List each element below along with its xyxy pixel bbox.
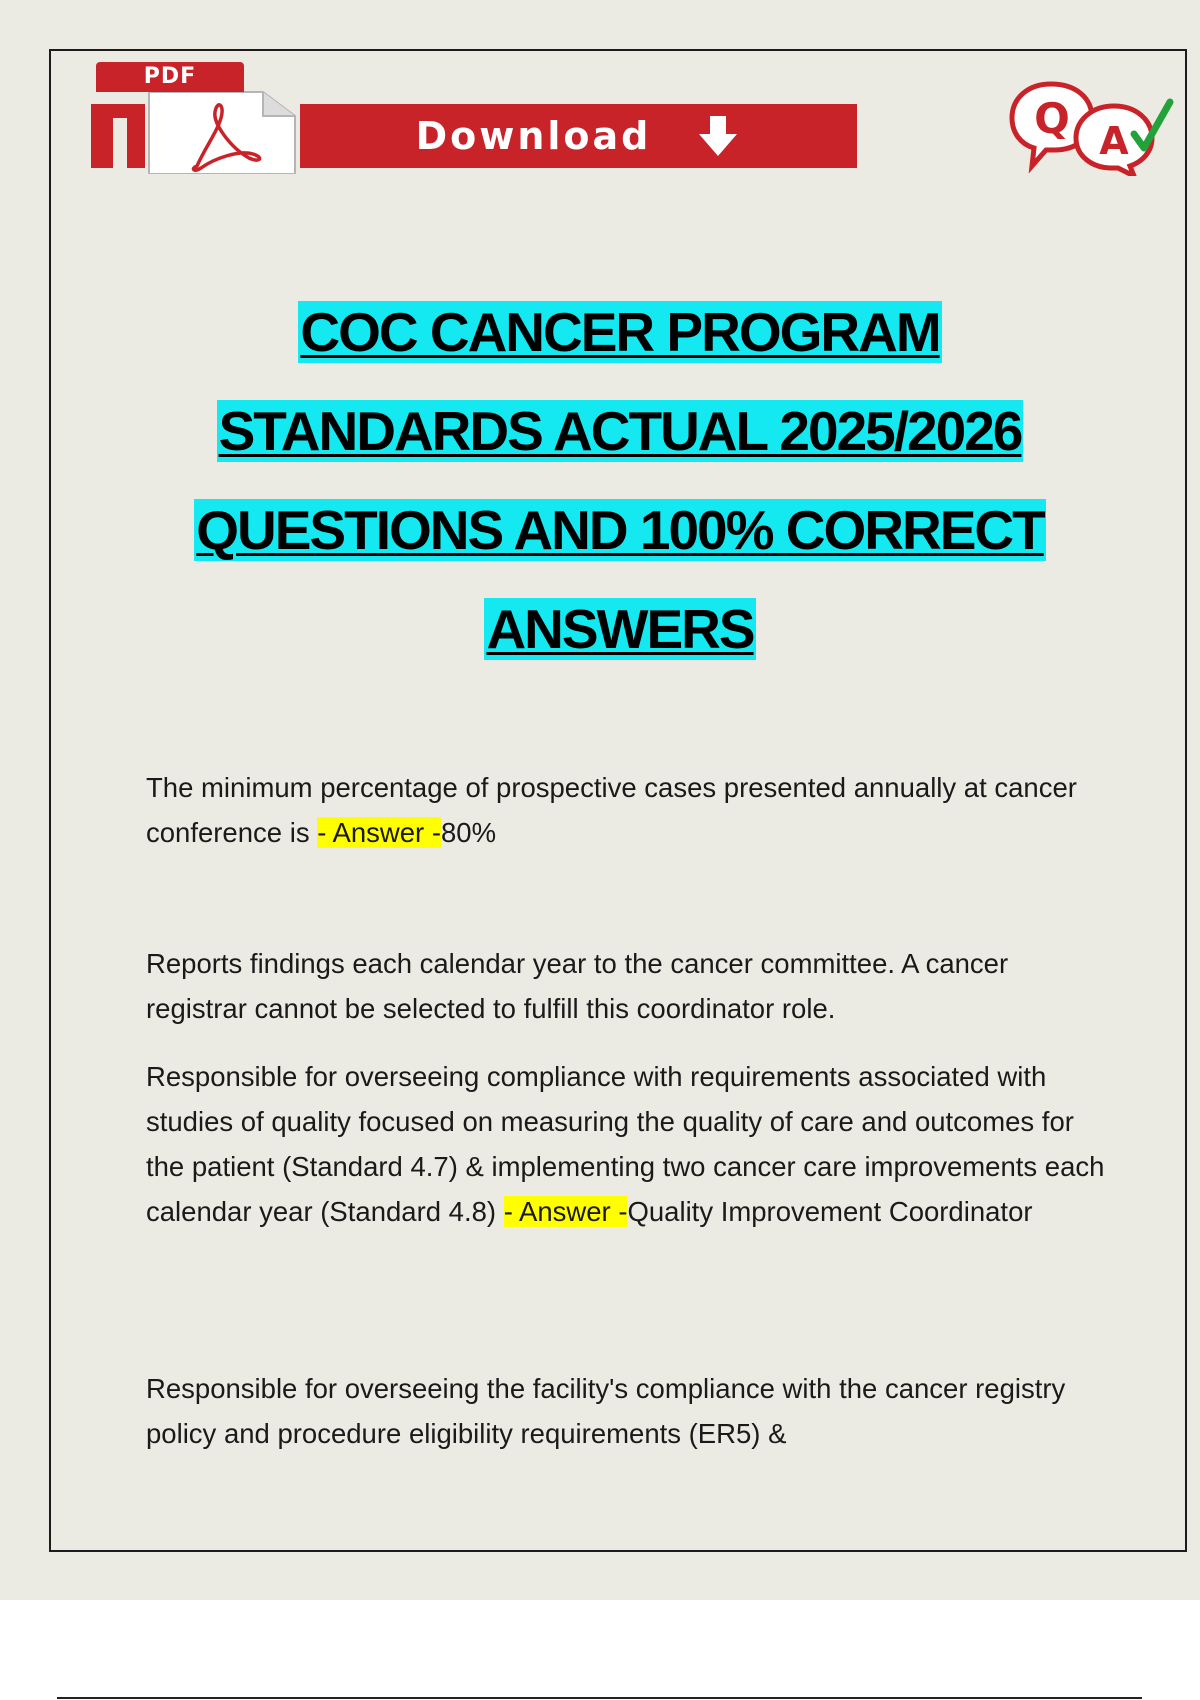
question-text: Reports findings each calendar year to the cancer committee. A cancer registrar cannot be selected to fulfill this coordinator role.	[146, 948, 1009, 1024]
answer-text: 80%	[441, 817, 497, 848]
title-line-3: QUESTIONS AND 100% CORRECT	[196, 499, 1044, 561]
title-line-4: ANSWERS	[486, 598, 754, 660]
download-arrow-icon	[695, 114, 741, 158]
question-text: Responsible for overseeing the facility's compliance with the cancer registry policy and procedure eligibility requirements (ER5) &	[146, 1373, 1066, 1449]
title-line-2: STANDARDS ACTUAL 2025/2026	[218, 400, 1022, 462]
download-label: Download	[415, 114, 652, 158]
answer-text: Quality Improvement Coordinator	[627, 1196, 1033, 1227]
document-title	[60, 300, 1180, 696]
answer-tag: - Answer -	[317, 817, 441, 848]
qa-logo-q-letter: Q	[1034, 94, 1070, 143]
pdf-tab-label: PDF	[96, 62, 244, 92]
qa-item-1	[146, 765, 1106, 855]
qa-logo-a-letter: A	[1099, 119, 1129, 163]
title-line-1: COC CANCER PROGRAM	[300, 301, 940, 363]
question-text: Responsible for overseeing compliance with requirements associated with studies of quality focused on measuring the quality of care and outcomes for the patient (Standard 4.7) & implementing two cancer care improvements each calendar year (Standard 4.8)	[146, 1061, 1105, 1227]
qa-item-3	[146, 1054, 1106, 1234]
question-text: The minimum percentage of prospective cases presented annually at cancer conference is	[146, 772, 1077, 848]
page-divider	[57, 1697, 1142, 1699]
qa-item-2	[146, 941, 1106, 1031]
qa-item-4	[146, 1366, 1106, 1456]
answer-tag: - Answer -	[503, 1196, 628, 1227]
banner-left-stub	[91, 104, 145, 168]
qa-logo-icon	[1006, 76, 1176, 176]
download-button[interactable]	[300, 104, 857, 168]
